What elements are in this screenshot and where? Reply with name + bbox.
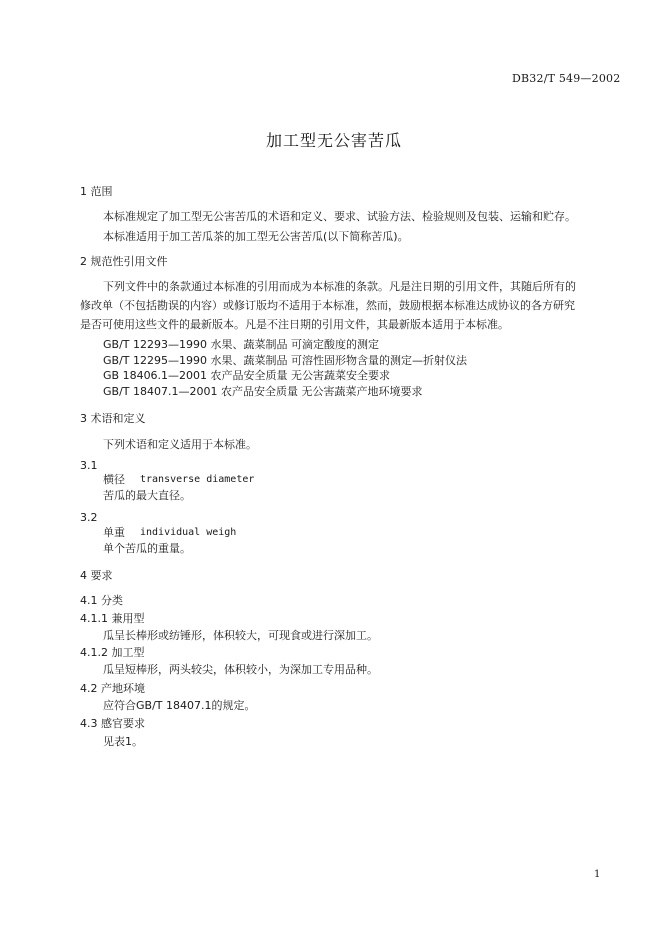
term-english: transverse diameter: [140, 474, 255, 485]
subsection-4-1-heading: 4.1 分类: [80, 594, 123, 607]
section-2-heading: 2 规范性引用文件: [80, 255, 168, 268]
reference-item: GB/T 18407.1—2001 农产品安全质量 无公害蔬菜产地环境要求: [103, 385, 423, 398]
term-definition: 单个苦瓜的重量。: [103, 542, 191, 555]
term-number: 3.2: [80, 511, 98, 524]
section-3-intro: 下列术语和定义适用于本标准。: [103, 438, 257, 451]
subsection-4-3-heading: 4.3 感官要求: [80, 717, 145, 730]
term-name: 单重: [103, 526, 125, 539]
standard-code: DB32/T 549—2002: [512, 72, 621, 85]
section-2-para-line-3: 是否可使用这些文件的最新版本。凡是不注日期的引用文件，其最新版本适用于本标准。: [80, 318, 509, 331]
term-definition: 苦瓜的最大直径。: [103, 489, 191, 502]
subsection-4-1-1-text: 瓜呈长棒形或纺锤形，体积较大，可现食或进行深加工。: [103, 629, 378, 642]
term-english: individual weigh: [140, 527, 237, 538]
term-number: 3.1: [80, 459, 98, 472]
section-1-line-1: 本标准规定了加工型无公害苦瓜的术语和定义、要求、试验方法、检验规则及包装、运输和贮存。: [103, 210, 576, 223]
subsection-4-1-1-heading: 4.1.1 兼用型: [80, 612, 145, 625]
reference-item: GB/T 12295—1990 水果、蔬菜制品 可溶性固形物含量的测定—折射仪法: [103, 354, 467, 367]
section-4-heading: 4 要求: [80, 569, 113, 582]
page-title: 加工型无公害苦瓜: [266, 131, 403, 150]
subsection-4-2-text: 应符合GB/T 18407.1的规定。: [103, 699, 256, 712]
section-1-line-2: 本标准适用于加工苦瓜茶的加工型无公害苦瓜(以下简称苦瓜)。: [103, 230, 409, 243]
subsection-4-2-heading: 4.2 产地环境: [80, 682, 145, 695]
section-2-para-line-1: 下列文件中的条款通过本标准的引用而成为本标准的条款。凡是注日期的引用文件，其随后所有的: [103, 280, 576, 293]
reference-item: GB/T 12293—1990 水果、蔬菜制品 可滴定酸度的测定: [103, 338, 379, 351]
page-number: 1: [594, 869, 601, 880]
term-name: 横径: [103, 473, 125, 486]
section-3-heading: 3 术语和定义: [80, 412, 146, 425]
section-1-heading: 1 范围: [80, 185, 113, 198]
reference-item: GB 18406.1—2001 农产品安全质量 无公害蔬菜安全要求: [103, 369, 391, 382]
subsection-4-3-text: 见表1。: [103, 735, 143, 748]
subsection-4-1-2-text: 瓜呈短棒形，两头较尖，体积较小，为深加工专用品种。: [103, 663, 378, 676]
subsection-4-1-2-heading: 4.1.2 加工型: [80, 646, 145, 659]
section-2-para-line-2: 修改单（不包括勘误的内容）或修订版均不适用于本标准，然而，鼓励根据本标准达成协议的各方研究: [80, 299, 575, 312]
